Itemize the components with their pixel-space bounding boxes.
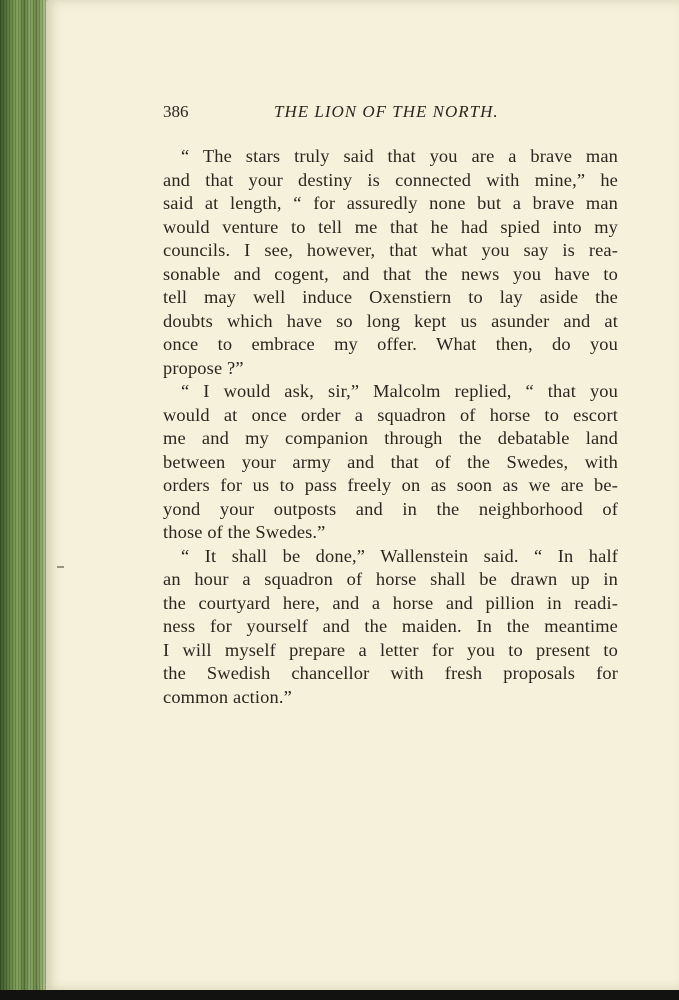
book-edge [0,0,50,992]
text-line: “ It shall be done,” Wallenstein said. “ In half [181,545,618,566]
text-line: said at length, “ for assuredly none but a brave man [163,193,618,213]
margin-mark [57,566,64,568]
text-line: doubts which have so long kept us asunder and at [163,310,618,331]
text-line: would venture to tell me that he had spied into my [163,216,618,237]
text-line: “ The stars truly said that you are a brave man [181,146,618,166]
text-line: councils. I see, however, that what you say is rea- [163,240,618,260]
text-line: and that your destiny is connected with mine,” he [163,169,618,190]
text-line: would at once order a squadron of horse to escort [163,404,618,425]
text-line: yond your outposts and in the neighborhood of [163,498,618,519]
text-line: propose ?” [163,357,244,378]
text-line: tell may well induce Oxenstiern to lay aside the [163,287,618,307]
text-line: between your army and that of the Swedes, with [163,451,618,472]
running-title: THE LION OF THE NORTH. [274,102,499,121]
text-line: orders for us to pass freely on as soon as we are be- [163,475,618,495]
text-line: an hour a squadron of horse shall be drawn up in [163,569,618,589]
text-line: common action.” [163,686,292,707]
scan-bottom-edge [0,990,679,1000]
text-line: sonable and cogent, and that the news you have to [163,263,618,284]
text-line: me and my companion through the debatable land [163,428,618,448]
page-number: 386 [163,102,189,121]
text-line: once to embrace my offer. What then, do you [163,334,618,354]
text-line: ness for yourself and the maiden. In the meantime [163,616,618,636]
text-line: I will myself prepare a letter for you to present to [163,639,618,660]
text-line: “ I would ask, sir,” Malcolm replied, “ that you [181,381,618,401]
text-line: those of the Swedes.” [163,522,326,542]
body-text [163,145,618,709]
text-line: the courtyard here, and a horse and pillion in readi- [163,592,618,613]
running-head [163,102,618,130]
text-line: the Swedish chancellor with fresh proposals for [163,663,618,683]
